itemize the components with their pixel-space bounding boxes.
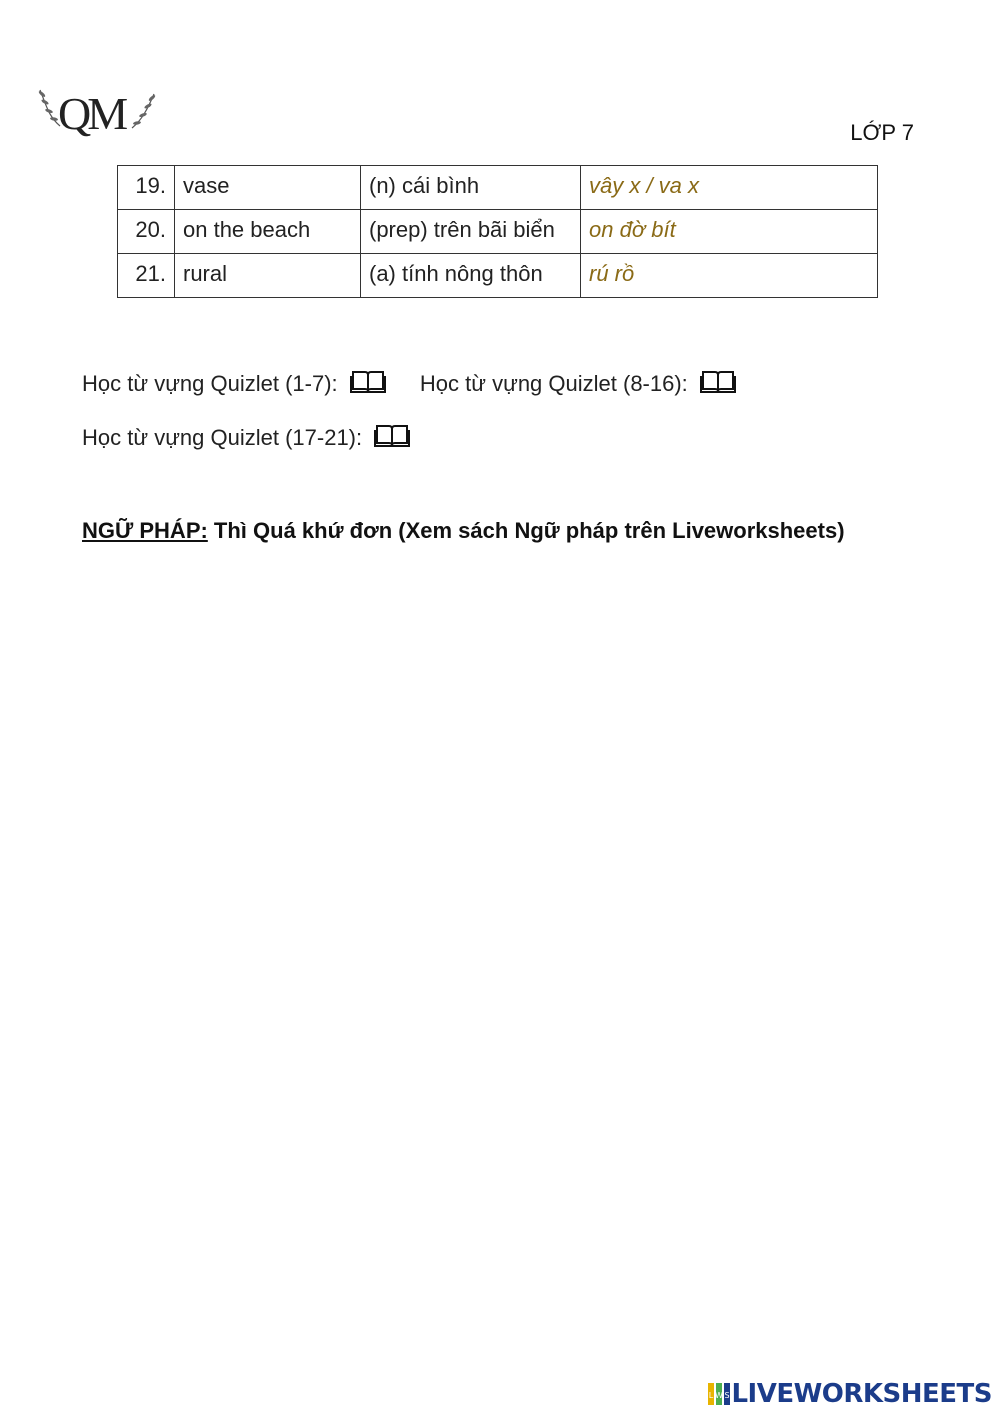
table-row bbox=[118, 254, 878, 298]
vocab-meaning: (prep) trên bãi biển bbox=[361, 210, 581, 254]
grade-label: LỚP 7 bbox=[850, 120, 914, 145]
quizlet-links-row-1 bbox=[82, 368, 736, 400]
qm-logo bbox=[36, 84, 160, 148]
quizlet-links-row-2 bbox=[82, 422, 410, 454]
vocab-word: vase bbox=[175, 166, 361, 210]
vocab-meaning: (n) cái bình bbox=[361, 166, 581, 210]
row-number: 19. bbox=[118, 166, 175, 210]
vocab-pronunciation: rú rồ bbox=[581, 254, 878, 298]
row-number: 20. bbox=[118, 210, 175, 254]
grammar-label: NGỮ PHÁP: bbox=[82, 518, 208, 543]
liveworksheets-logo bbox=[707, 1379, 992, 1409]
logo-text: QM bbox=[58, 88, 125, 139]
vocab-pronunciation: on đờ bít bbox=[581, 210, 878, 254]
svg-text:S: S bbox=[724, 1391, 730, 1400]
book-icon[interactable] bbox=[350, 368, 386, 400]
grammar-heading bbox=[82, 518, 845, 544]
svg-text:W: W bbox=[715, 1391, 724, 1400]
vocab-meaning: (a) tính nông thôn bbox=[361, 254, 581, 298]
table-row bbox=[118, 210, 878, 254]
quizlet-link-label: Học từ vựng Quizlet (17-21): bbox=[82, 425, 363, 450]
vocab-pronunciation: vây x / va x bbox=[581, 166, 878, 210]
quizlet-link-1-7 bbox=[82, 368, 386, 400]
book-icon[interactable] bbox=[700, 368, 736, 400]
quizlet-link-8-16 bbox=[420, 368, 736, 400]
liveworksheets-brand: LIVEWORKSHEETS bbox=[731, 1379, 992, 1409]
grammar-text: Thì Quá khứ đơn (Xem sách Ngữ pháp trên Liveworksheets) bbox=[207, 518, 845, 543]
liveworksheets-icon bbox=[707, 1382, 731, 1406]
vocab-word: rural bbox=[175, 254, 361, 298]
quizlet-link-label: Học từ vựng Quizlet (8-16): bbox=[419, 371, 688, 396]
quizlet-link-label: Học từ vựng Quizlet (1-7): bbox=[82, 371, 338, 396]
table-row bbox=[118, 166, 878, 210]
vocab-word: on the beach bbox=[175, 210, 361, 254]
svg-text:L: L bbox=[709, 1391, 714, 1400]
row-number: 21. bbox=[118, 254, 175, 298]
quizlet-link-17-21 bbox=[82, 422, 410, 454]
vocab-table bbox=[117, 165, 878, 298]
book-icon[interactable] bbox=[374, 422, 410, 454]
